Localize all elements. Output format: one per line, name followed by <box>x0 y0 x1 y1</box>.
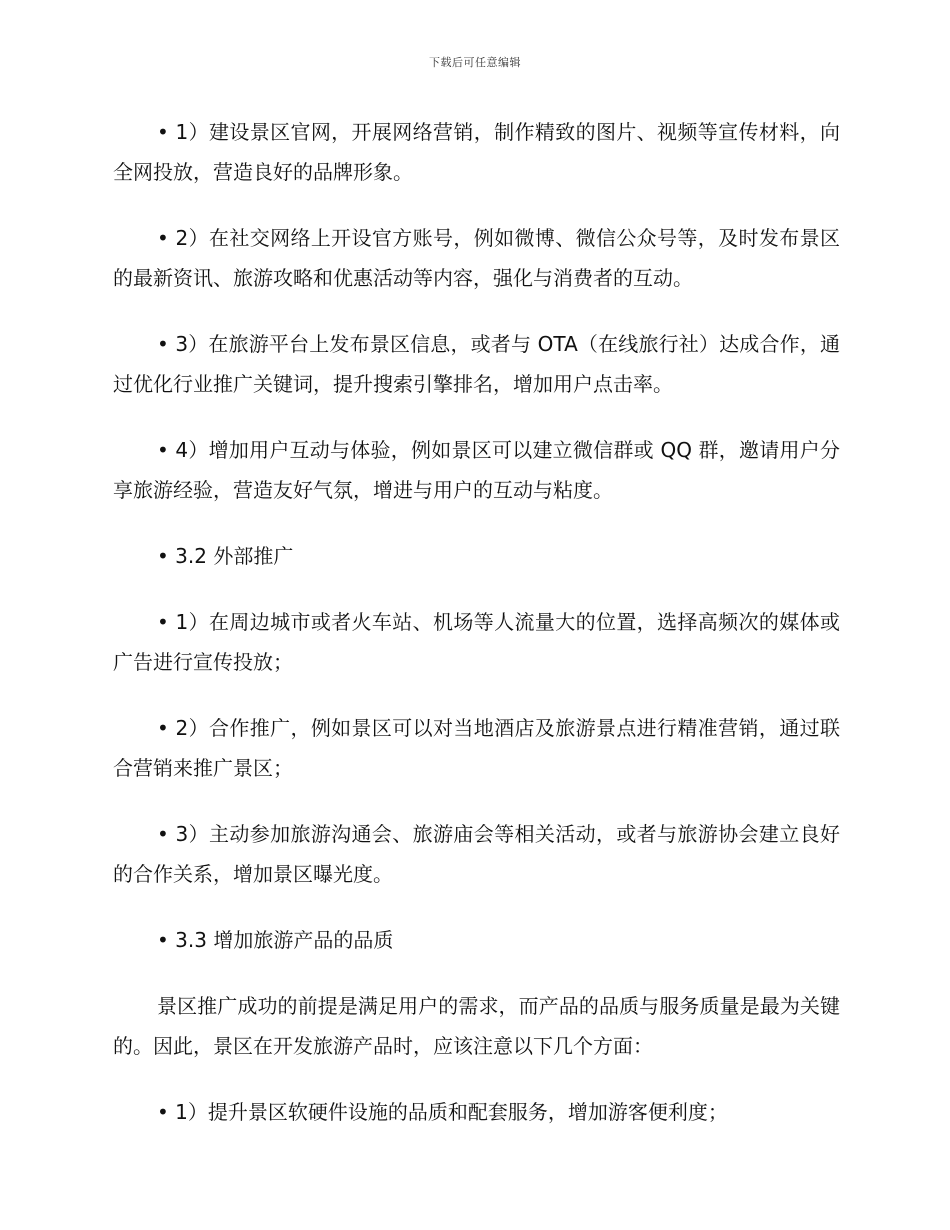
paragraph-online-marketing-3: • 3）在旅游平台上发布景区信息，或者与 OTA（在线旅行社）达成合作，通过优化行业推广关键词，提升搜索引擎排名，增加用户点击率。 <box>113 332 840 396</box>
page-header-note: 下载后可任意编辑 <box>429 56 521 69</box>
paragraph-external-1: • 1）在周边城市或者火车站、机场等人流量大的位置，选择高频次的媒体或广告进行宣传投放； <box>113 610 840 674</box>
paragraph-online-marketing-1: • 1）建设景区官网，开展网络营销，制作精致的图片、视频等宣传材料，向全网投放，营造良好的品牌形象。 <box>113 120 840 184</box>
paragraph-online-marketing-2: • 2）在社交网络上开设官方账号，例如微博、微信公众号等，及时发布景区的最新资讯、旅游攻略和优惠活动等内容，强化与消费者的互动。 <box>113 226 840 290</box>
paragraph-external-3: • 3）主动参加旅游沟通会、旅游庙会等相关活动，或者与旅游协会建立良好的合作关系，增加景区曝光度。 <box>113 822 840 886</box>
paragraph-online-marketing-4: • 4）增加用户互动与体验，例如景区可以建立微信群或 QQ 群，邀请用户分享旅游经验，营造友好气氛，增进与用户的互动与粘度。 <box>113 438 840 502</box>
paragraph-product-quality-intro: 景区推广成功的前提是满足用户的需求，而产品的品质与服务质量是最为关键的。因此，景区在开发旅游产品时，应该注意以下几个方面： <box>113 994 840 1058</box>
section-heading-external-promotion: • 3.2 外部推广 <box>157 544 294 568</box>
paragraph-product-quality-1: • 1）提升景区软硬件设施的品质和配套服务，增加游客便利度； <box>157 1100 728 1124</box>
document-body <box>113 112 840 1158</box>
section-heading-product-quality: • 3.3 增加旅游产品的品质 <box>157 928 394 952</box>
paragraph-external-2: • 2）合作推广，例如景区可以对当地酒店及旅游景点进行精准营销，通过联合营销来推广景区； <box>113 716 840 780</box>
